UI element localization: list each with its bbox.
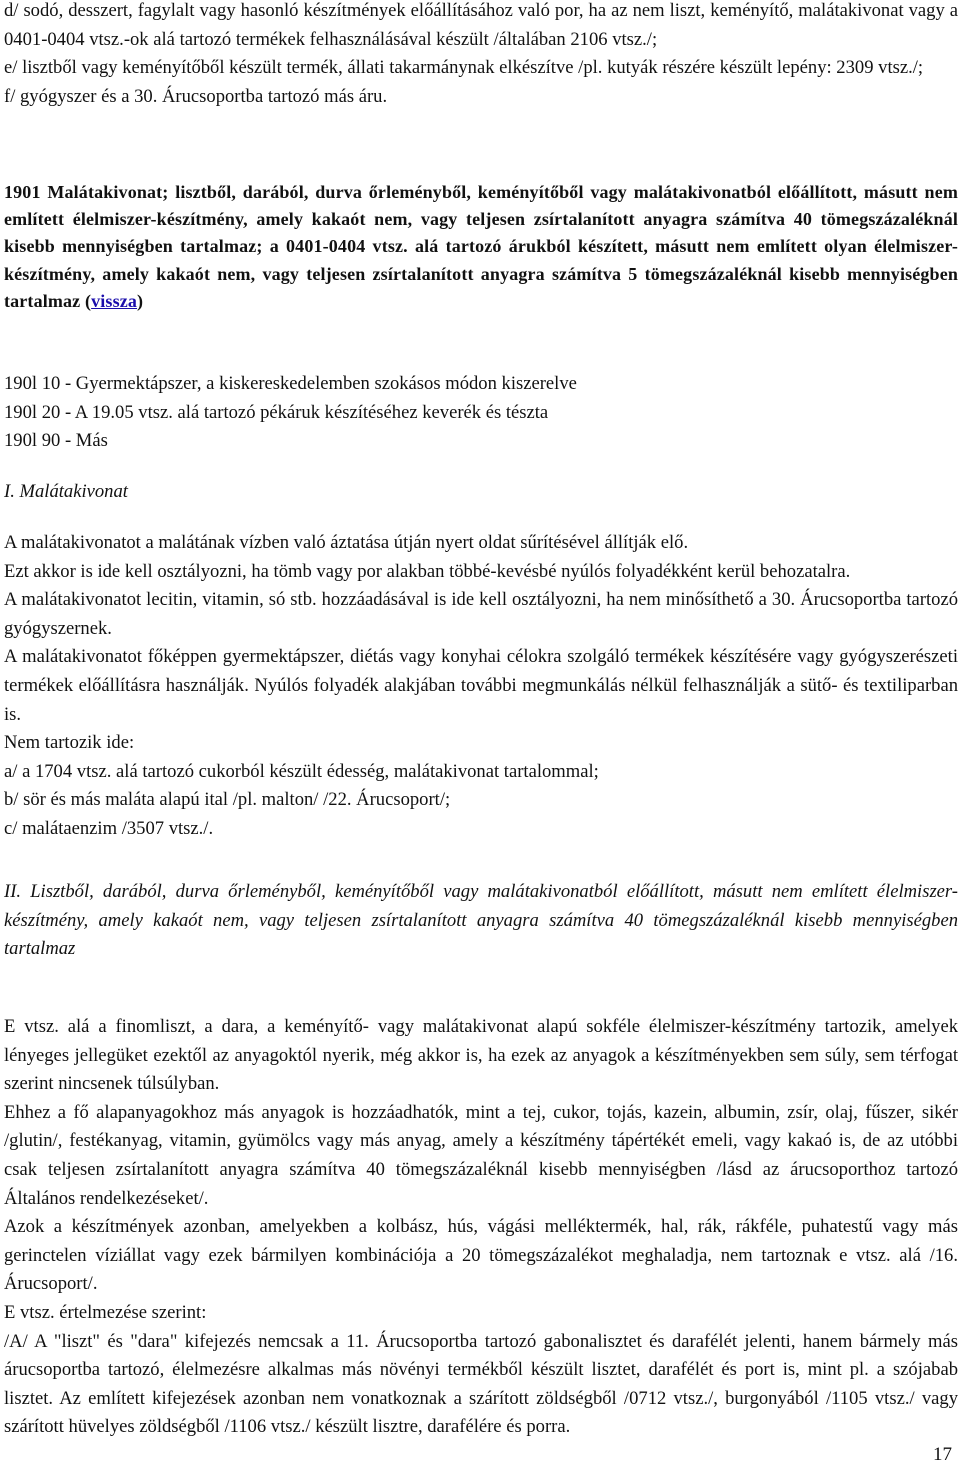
page-number: 17 — [933, 1444, 952, 1465]
section-2-para: /A/ A "liszt" és "dara" kifejezés nemcsak a 11. Árucsoportba tartozó gabonalisztet és darafélét jelenti, hanem bármely más árucsoportba tartozó, élelmezésre alkalmas más növényi termékből készült lisztet, darafélét és port is, mint pl. a szójabab lisztet. Az említett kifejezések azonban nem vonatkoznak a szárított zöldségből /0712 vtsz./, burgonyából /1105 vtsz./ vagy szárított hüvelyes zöldségből /1106 vtsz./ készült lisztre, darafélére és porra. — [4, 1330, 958, 1438]
heading-1901-close: ) — [137, 290, 144, 311]
intro-item-d: d/ sodó, desszert, fagylalt vagy hasonló készítmények előállításához való por, ha az nem liszt, keményítő, malátakivonat vagy a 0401-0404 vtsz.-ok alá tartozó termékek felhasználásával készült /általában 2106 vtsz./; — [4, 0, 958, 50]
section-2-para: Ehhez a fő alapanyagokhoz más anyagok is hozzáadhatók, mint a tej, cukor, tojás, kazein, albumin, zsír, olaj, fűszer, sikér /glutin/, festékanyag, vitamin, gyümölcs vagy más anyag, amely a készítmény tápértékét emeli, vagy kakaó is, de az utóbbi csak teljesen zsírtalanított anyagra számítva 40 tömegszázaléknál kisebb mennyiségben /lásd az árucsoporthoz tartozó Általános rendelkezéseket/. — [4, 1101, 958, 1209]
section-1-para: Ezt akkor is ide kell osztályozni, ha tömb vagy por alakban többé-kevésbé nyúlós folyadékként kerül behozatalra. — [4, 560, 851, 582]
section-1-list-item: b/ sör és más maláta alapú ital /pl. malton/ /22. Árucsoport/; — [4, 789, 451, 811]
section-1-title: I. Malátakivonat — [4, 481, 128, 502]
section-1-para: Nem tartozik ide: — [4, 732, 135, 754]
section-1-list-item: c/ malátaenzim /3507 vtsz./. — [4, 817, 214, 839]
back-link[interactable]: vissza — [91, 290, 138, 311]
subheading-190190: 190l 90 - Más — [4, 430, 108, 452]
section-1-para: A malátakivonatot lecitin, vitamin, só stb. hozzáadásával is ide kell osztályozni, ha nem minősíthető a 30. Árucsoportba tartozó gyógyszernek. — [4, 589, 958, 639]
section-1-title-block — [4, 478, 958, 507]
section-1-para: A malátakivonatot a malátának vízben való áztatása útján nyert oldat sűrítésével állítják elő. — [4, 532, 689, 553]
section-1-list-item: a/ a 1704 vtsz. alá tartozó cukorból készült édesség, malátakivonat tartalommal; — [4, 760, 599, 782]
heading-1901-block — [4, 179, 958, 315]
section-2-para: Azok a készítmények azonban, amelyekben a kolbász, hús, vágási melléktermék, hal, rák, rákféle, puhatestű vagy más gerinctelen víziállat vagy ezek bármilyen kombinációja a 20 tömegszázalékot meghaladja, nem tartoznak e vtsz. alá /16. Árucsoport/. — [4, 1216, 958, 1295]
intro-item-e: e/ lisztből vagy keményítőből készült termék, állati takarmánynak elkészítve /pl. kutyák részére készült lepény: 2309 vtsz./; — [4, 57, 924, 79]
intro-block — [4, 0, 958, 111]
subheading-list — [4, 370, 958, 456]
section-2-title-block — [4, 878, 958, 964]
section-2-body — [4, 1013, 958, 1442]
heading-1901-text: 1901 Malátakivonat; lisztből, darából, durva őrleményből, keményítőből vagy malátakivonatból előállított, másutt nem említett élelmiszer-készítmény, amely kakaót nem, vagy teljesen zsírtalanított anyagra számítva 40 tömegszázaléknál kisebb mennyiségben tartalmaz; a 0401-0404 vtsz. alá tartozó árukból készített, másutt nem említett olyan élelmiszer-készítmény, amely kakaót nem, vagy teljesen zsírtalanított anyagra számítva 5 tömegszázaléknál kisebb mennyiségben tartalmaz ( — [4, 182, 958, 311]
section-2-para: E vtsz. alá a finomliszt, a dara, a keményítő- vagy malátakivonat alapú sokféle élelmiszer-készítmény tartozik, amelyek lényeges jellegüket ezektől az anyagoktól nyerik, még akkor is, ha ezek az anyagok a készítményekben sem súly, sem térfogat szerint nincsenek túlsúlyban. — [4, 1016, 958, 1095]
section-2-para: E vtsz. értelmezése szerint: — [4, 1301, 207, 1323]
section-2-title: II. Lisztből, darából, durva őrleményből, keményítőből vagy malátakivonatból előállított, másutt nem említett élelmiszer-készítmény, amely kakaót nem, vagy teljesen zsírtalanított anyagra számítva 40 tömegszázaléknál kisebb mennyiségben tartalmaz — [4, 881, 958, 960]
subheading-190120: 190l 20 - A 19.05 vtsz. alá tartozó pékáruk készítéséhez keverék és tészta — [4, 401, 549, 423]
section-1-body — [4, 529, 958, 844]
section-1-para: A malátakivonatot főképpen gyermektápszer, diétás vagy konyhai célokra szolgáló termékek készítésére vagy gyógyszerészeti termékek előállításra használják. Nyúlós folyadék alakjában további megmunkálás nélkül felhasználják a sütő- és textiliparban is. — [4, 646, 958, 725]
subheading-190110: 190l 10 - Gyermektápszer, a kiskereskedelemben szokásos módon kiszerelve — [4, 373, 577, 394]
intro-item-f: f/ gyógyszer és a 30. Árucsoportba tartozó más áru. — [4, 85, 388, 107]
heading-1901 — [4, 179, 958, 315]
